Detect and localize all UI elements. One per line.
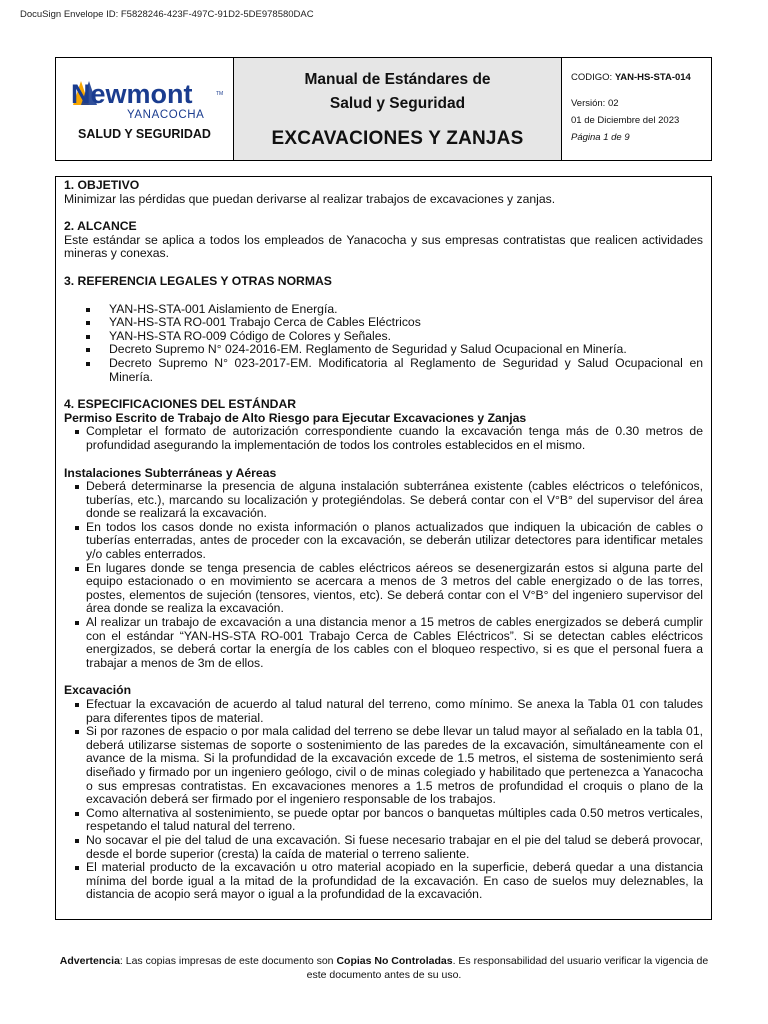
version-label: Versión: 02	[571, 98, 619, 109]
list-item: Deberá determinarse la presencia de alguna instalación subterránea existente (cables eléctricos o telefónicos, tuberías, etc.), marcando su localización y protegiéndolas. Se deberá contar con el V°B° del supervisor del área donde se realizará la excavación.	[86, 479, 703, 521]
section-objetivo-text: Minimizar las pérdidas que puedan derivarse al realizar trabajos de excavaciones y zanjas.	[64, 191, 556, 206]
list-item: El material producto de la excavación u otro material acopiado en la superficie, deberá quedar a una distancia mínima del borde igual a la mitad de la profundidad de la excavación. En caso de suelos muy deleznables, la distancia de acopio será mayor o igual a la profundidad de la excavación.	[86, 860, 703, 902]
section-objetivo-heading: 1. OBJETIVO	[64, 178, 140, 192]
title-cell	[234, 58, 562, 160]
issue-date: 01 de Diciembre del 2023	[571, 115, 680, 126]
metadata-cell	[562, 58, 711, 160]
list-item: Completar el formato de autorización correspondiente cuando la excavación tenga más de 0.30 metros de profundidad asegurando la implementación de todos los controles establecidos en el mismo.	[86, 424, 703, 452]
permiso-list	[64, 425, 703, 452]
section-especificaciones-heading: 4. ESPECIFICACIONES DEL ESTÁNDAR	[64, 397, 297, 412]
subsection-excavacion-heading: Excavación	[64, 683, 132, 698]
manual-title	[234, 68, 561, 116]
list-item: Si por razones de espacio o por mala calidad del terreno se debe llevar un talud mayor al señalado en la tabla 01, deberá utilizarse sistemas de soporte o sostenimiento de las paredes de la excavación, simultáneamente con el avance de la misma. Si la profundidad de la excavación excede de 1.5 metros, el sistema de sostenimiento será diseñado y firmado por un ingeniero geólogo, civil o de minas colegiado y habilitado que pertenezca a Yanacocha o sus empresas contratistas. En excavaciones menores a 1.5 metros de profundidad el croquis o plano de la excavación deberá ser firmado por el ingeniero responsable de los trabajos.	[86, 724, 703, 807]
subsection-instalaciones-heading: Instalaciones Subterráneas y Aéreas	[64, 465, 277, 480]
warning-uncontrolled: Copias No Controladas	[336, 955, 453, 967]
list-item: Decreto Supremo N° 023-2017-EM. Modificatoria al Reglamento de Seguridad y Salud Ocupacional en Minería.	[109, 355, 703, 384]
list-item: Al realizar un trabajo de excavación a una distancia menor a 15 metros de cables energizados se deberá cumplir con el estándar “YAN-HS-STA RO-001 Trabajo Cerca de Cables Eléctricos”. Si se detectan cables eléctricos energizados, se deberá cortar la energía de los cables con el bloqueo respectivo, si es que el personal fuera a trabajar a menos de 3m de ellos.	[86, 615, 703, 670]
warning-text-c: . Es responsabilidad del usuario verificar la vigencia de este documento antes de su uso.	[306, 955, 709, 981]
references-list	[64, 303, 703, 385]
department-label: SALUD Y SEGURIDAD	[78, 127, 211, 141]
warning-label: Advertencia	[59, 955, 120, 967]
section-referencias-heading: 3. REFERENCIA LEGALES Y OTRAS NORMAS	[64, 273, 332, 288]
list-item: En todos los casos donde no exista información o planos actualizados que indiquen la ubicación de cables o tuberías enterradas, antes de proceder con la excavación, se deberán utilizar detectores para identificar metales y/o cables enterrados.	[86, 519, 703, 562]
subsection-permiso-heading: Permiso Escrito de Trabajo de Alto Riesgo para Ejecutar Excavaciones y Zanjas	[64, 410, 527, 425]
document-body	[55, 176, 712, 920]
section-alcance-text: Este estándar se aplica a todos los empleados de Yanacocha y sus empresas contratistas que realicen actividades mineras y conexas.	[64, 232, 703, 261]
list-item: YAN-HS-STA RO-001 Trabajo Cerca de Cables Eléctricos	[109, 316, 703, 330]
instalaciones-list	[64, 480, 703, 670]
logo-wordmark: Newmont	[71, 79, 193, 109]
logo-subtitle: YANACOCHA	[127, 109, 205, 121]
logo-tm: TM	[216, 91, 224, 97]
document-title: EXCAVACIONES Y ZANJAS	[271, 128, 524, 149]
list-item: En lugares donde se tenga presencia de cables eléctricos aéreos se desenergizarán estos si alguna parte del equipo estacionado o en movimiento se acercara a menos de 3 metros del cable energizado o de las torres, postes, elementos de sujeción (tensores, vientos, etc). Se deberá contar con el V°B° del ingeniero supervisor del área donde se realiza la excavación.	[86, 560, 703, 616]
warning-text-a: : Las copias impresas de este documento son	[119, 955, 337, 967]
list-item: Decreto Supremo N° 024-2016-EM. Reglamento de Seguridad y Salud Ocupacional en Minería.	[109, 343, 703, 357]
list-item: YAN-HS-STA RO-009 Código de Colores y Señales.	[109, 330, 703, 344]
document-code	[571, 72, 711, 83]
excavacion-list	[64, 698, 703, 902]
manual-title-line2: Salud y Seguridad	[329, 95, 466, 112]
list-item: Como alternativa al sostenimiento, se puede optar por bancos o banquetas múltiples cada 0.50 metros verticales, respetando el talud natural del terreno.	[86, 805, 703, 834]
code-label: CODIGO:	[571, 72, 613, 83]
list-item: No socavar el pie del talud de una excavación. Si fuese necesario trabajar en el pie del talud se deberá provocar, desde el borde superior (cresta) la caída de material o terreno saliente.	[86, 832, 703, 861]
list-item: YAN-HS-STA-001 Aislamiento de Energía.	[109, 303, 703, 317]
page-number: Página 1 de 9	[571, 132, 630, 143]
logo-cell	[56, 58, 234, 160]
footer-warning	[52, 954, 716, 982]
newmont-logo	[69, 75, 229, 121]
docusign-envelope-id: DocuSign Envelope ID: F5828246-423F-497C-91D2-5DE978580DAC	[20, 9, 314, 20]
document-header	[55, 57, 712, 161]
code-value: YAN-HS-STA-014	[614, 72, 691, 83]
section-alcance-heading: 2. ALCANCE	[64, 219, 137, 234]
list-item: Efectuar la excavación de acuerdo al talud natural del terreno, como mínimo. Se anexa la Tabla 01 con taludes para diferentes tipos de material.	[86, 697, 703, 725]
manual-title-line1: Manual de Estándares de	[304, 71, 491, 88]
